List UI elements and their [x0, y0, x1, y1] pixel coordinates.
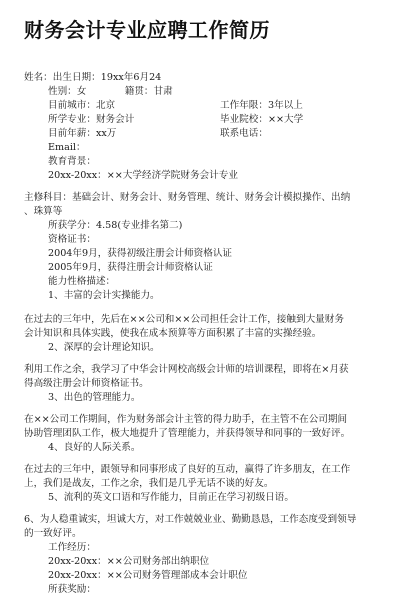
text-line: 在过去的三年中，先后在××公司和××公司担任会计工作，接触到大量财务: [24, 314, 344, 325]
text-line: 6、为人稳重诚实，坦诚大方，对工作兢兢业业、勤勤恳恳，工作态度受到领导: [24, 514, 357, 525]
text-line: Email：: [48, 142, 86, 153]
text-line: 会计知识和具体实践，使我在成本预算等方面积累了丰富的实操经验。: [24, 328, 322, 339]
text-line: 20xx-20xx：××公司财务部出纳职位: [48, 556, 210, 567]
text-line: 目前年薪：xx万: [48, 128, 117, 139]
text-line: 2004年9月，获得初级注册会计师资格认证: [48, 248, 233, 259]
text-line: 4、良好的人际关系。: [48, 442, 141, 453]
text-line: 2、深厚的会计理论知识。: [48, 342, 160, 353]
text-line: 联系电话：: [220, 128, 268, 139]
text-line: 1、丰富的会计实操能力。: [48, 290, 160, 301]
text-line: 2005年9月，获得注册会计师资格认证: [48, 262, 213, 273]
text-line: 得高级注册会计师资格证书。: [24, 378, 149, 389]
text-line: 3、出色的管理能力。: [48, 392, 141, 403]
text-line: 所学专业：财务会计: [48, 114, 135, 125]
text-line: 所获奖励：: [48, 584, 96, 595]
text-line: 目前城市：北京: [48, 100, 116, 111]
text-line: 上，我们是战友，工作之余，我们是几乎无话不谈的好友。: [24, 478, 274, 489]
text-line: 资格证书：: [48, 234, 96, 245]
text-line: 所获学分：4.58(专业排名第二): [48, 220, 183, 231]
text-line: 20xx-20xx：××大学经济学院财务会计专业: [48, 170, 238, 181]
text-line: 毕业院校：××大学: [220, 114, 304, 125]
text-line: 20xx-20xx：××公司财务管理部成本会计职位: [48, 570, 248, 581]
text-line: 5、流利的英文口语和写作能力，目前正在学习初级日语。: [48, 492, 294, 503]
text-line: 教育背景：: [48, 156, 96, 167]
text-line: 利用工作之余，我学习了中华会计网校高级会计师的培训课程，即将在×月获: [24, 364, 349, 375]
text-line: 协助管理团队工作，极大地提升了管理能力，并获得领导和同事的一致好评。: [24, 428, 351, 439]
page-title: 财务会计专业应聘工作简历: [24, 18, 270, 42]
text-line: 工作年限：3年以上: [220, 100, 303, 111]
text-line: 姓名：出生日期：19xx年6月24: [24, 72, 162, 83]
text-line: 在××公司工作期间，作为财务部会计主管的得力助手，在主管不在公司期间: [24, 414, 348, 425]
text-line: 的一致好评。: [24, 528, 82, 539]
text-line: 能力性格描述：: [48, 276, 116, 287]
text-line: 主修科目：基础会计、财务会计、财务管理、统计、财务会计模拟操作、出纳: [24, 192, 351, 203]
text-line: 性别：女 籍贯：甘肃: [48, 86, 173, 97]
text-line: 、珠算等: [24, 206, 63, 217]
text-line: 工作经历：: [48, 542, 96, 553]
text-line: 在过去的三年中，跟领导和同事形成了良好的互动，赢得了许多朋友，在工作: [24, 464, 351, 475]
